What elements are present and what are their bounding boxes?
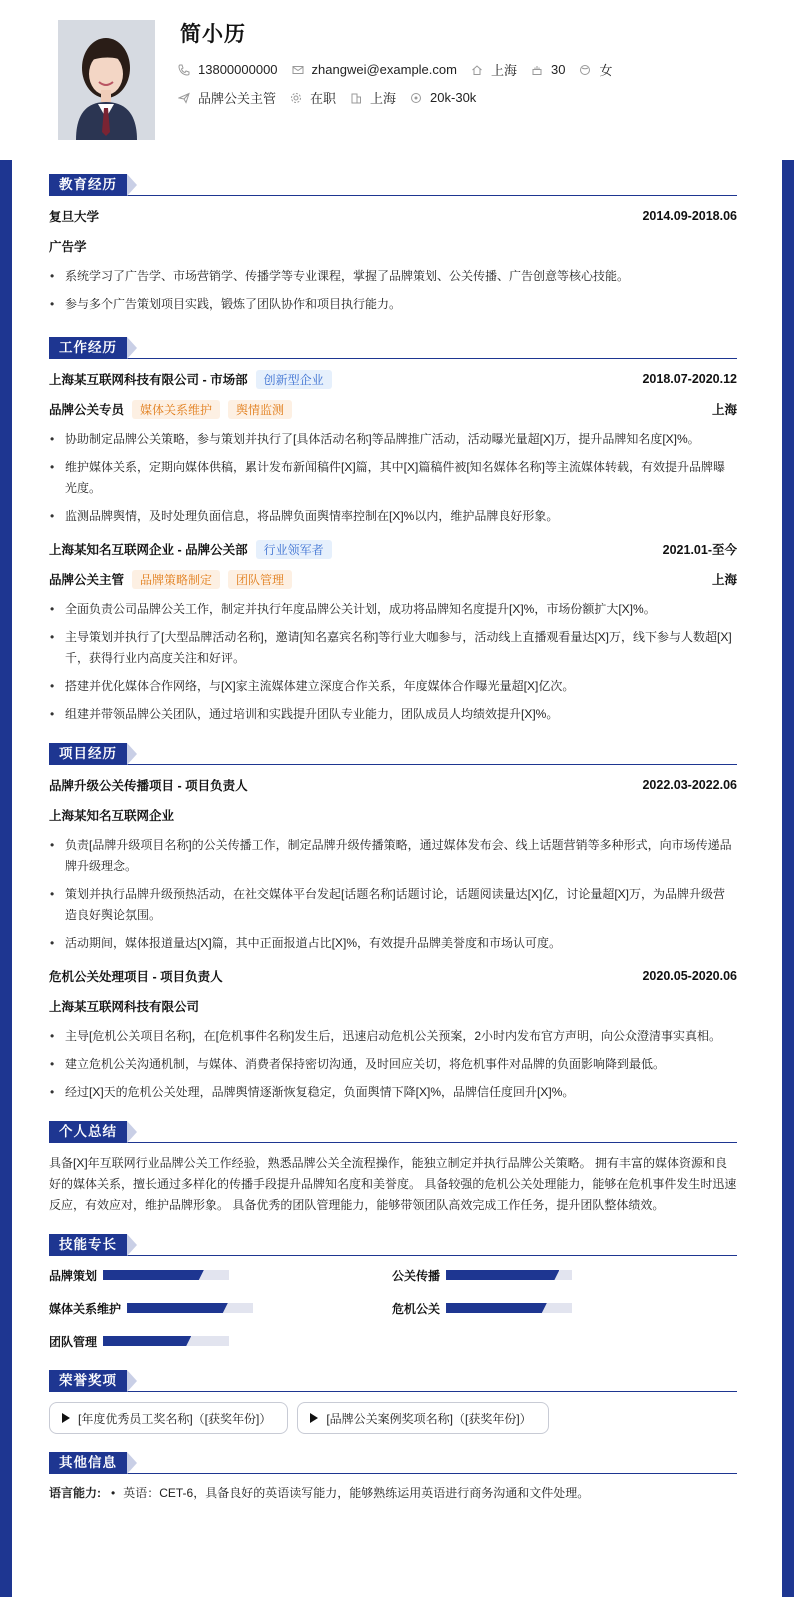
- skill-item: [392, 1299, 737, 1317]
- list-item: • 搭建并优化媒体合作网络，与[X]家主流媒体建立深度合作关系，年度媒体合作曝光量超[X]亿次。: [49, 676, 737, 697]
- project-bullets: [49, 835, 737, 954]
- education-entry: [49, 206, 737, 315]
- triangle-right-icon: [62, 1413, 70, 1423]
- skill-label: 媒体关系维护: [49, 1301, 122, 1316]
- work-entry: [49, 369, 737, 527]
- list-item: • 经过[X]天的危机公关处理，品牌舆情逐渐恢复稳定，负面舆情下降[X]%，品牌信任度回升[X]%。: [49, 1082, 737, 1103]
- skill-bar-fill: [446, 1303, 547, 1313]
- list-item: • 维护媒体关系，定期向媒体供稿，累计发布新闻稿件[X]篇，其中[X]篇稿件被[知名媒体名称]等主流媒体转载，有效提升品牌曝光度。: [49, 457, 737, 499]
- gender-item: [579, 60, 612, 79]
- work-role-row: [49, 399, 737, 419]
- target-city-text: 上海: [370, 91, 397, 106]
- list-item: • 组建并带领品牌公关团队，通过培训和实践提升团队专业能力，团队成员人均绩效提升[X]%。: [49, 704, 737, 725]
- age-item: [531, 62, 565, 77]
- project-title: 品牌升级公关传播项目 - 项目负责人: [49, 779, 248, 793]
- location-text: 上海: [490, 63, 517, 78]
- awards-list: [49, 1402, 737, 1434]
- send-icon: [178, 92, 190, 104]
- list-item: • 负责[品牌升级项目名称]的公关传播工作，制定品牌升级传播策略，通过媒体发布会、线上话题营销等多种形式，向市场传递品牌升级理念。: [49, 835, 737, 877]
- building-icon: [350, 92, 362, 104]
- section-projects: [49, 743, 737, 765]
- role-name: 品牌公关主管: [49, 573, 125, 587]
- home-icon: [471, 64, 483, 76]
- work-bullets: [49, 429, 737, 527]
- work-role-wrap: [49, 400, 292, 419]
- work-period: 2021.01-至今: [662, 543, 737, 557]
- major-name: 广告学: [49, 240, 87, 254]
- role-tag: 媒体关系维护: [132, 400, 220, 419]
- section-other: [49, 1452, 737, 1474]
- skill-bar: [446, 1303, 572, 1313]
- section-skills-title: 技能专长: [49, 1234, 127, 1256]
- project-org: 上海某知名互联网企业: [49, 809, 175, 823]
- education-header: [49, 206, 737, 226]
- skill-label: 公关传播: [392, 1268, 441, 1283]
- skill-label: 品牌策划: [49, 1268, 98, 1283]
- list-item: • 主导策划并执行了[大型品牌活动名称]，邀请[知名嘉宾名称]等行业大咖参与，活动线上直播观看量达[X]万，线下参与人数超[X]千，获得行业内高度关注和好评。: [49, 627, 737, 669]
- skill-bar: [446, 1270, 572, 1280]
- skills-grid: [49, 1266, 737, 1350]
- email-text: zhangwei@example.com: [311, 62, 457, 77]
- role-tag: 品牌策略制定: [132, 570, 220, 589]
- section-other-title: 其他信息: [49, 1452, 127, 1474]
- skill-bar-fill: [127, 1303, 228, 1313]
- resume-body: [12, 160, 782, 1597]
- skill-item: [392, 1266, 737, 1284]
- award-text: [年度优秀员工奖名称]（[获奖年份]）: [78, 1411, 272, 1426]
- role-name: 品牌公关专员: [49, 403, 125, 417]
- work-header: [49, 539, 737, 559]
- coin-icon: [410, 92, 422, 104]
- section-work: [49, 337, 737, 359]
- skill-bar-fill: [103, 1270, 204, 1280]
- target-city-item: [350, 88, 396, 107]
- job-intent-row: [178, 88, 490, 107]
- job-title-text: 品牌公关主管: [198, 91, 277, 106]
- company-name: 上海某互联网科技有限公司 - 市场部: [49, 373, 248, 387]
- skill-bar-fill: [103, 1336, 191, 1346]
- skill-label: 危机公关: [392, 1301, 441, 1316]
- section-summary: [49, 1121, 737, 1143]
- list-item: • 全面负责公司品牌公关工作，制定并执行年度品牌公关计划，成功将品牌知名度提升[X]%，市场份额扩大[X]%。: [49, 599, 737, 620]
- work-period: 2018.07-2020.12: [642, 372, 737, 386]
- work-city: 上海: [711, 403, 737, 417]
- section-education-title: 教育经历: [49, 174, 127, 196]
- section-work-title: 工作经历: [49, 337, 127, 359]
- project-header: [49, 775, 737, 795]
- contact-row: [178, 60, 626, 79]
- award-item: [49, 1402, 288, 1434]
- skill-item: [49, 1299, 392, 1317]
- other-info-row: [49, 1484, 737, 1501]
- section-projects-title: 项目经历: [49, 743, 127, 765]
- project-period: 2020.05-2020.06: [642, 969, 737, 983]
- project-org: 上海某互联网科技有限公司: [49, 1000, 200, 1014]
- education-bullets: [49, 266, 737, 315]
- list-item: • 监测品牌舆情，及时处理负面信息，将品牌负面舆情率控制在[X]%以内，维护品牌良好形象。: [49, 506, 737, 527]
- list-item: • 建立危机公关沟通机制，与媒体、消费者保持密切沟通，及时回应关切，将危机事件对品牌的负面影响降到最低。: [49, 1054, 737, 1075]
- company-tag: 创新型企业: [256, 370, 332, 389]
- status-text: 在职: [310, 91, 337, 106]
- resume-header: [0, 0, 794, 160]
- gender-text: 女: [599, 63, 613, 78]
- list-item: • 协助制定品牌公关策略，参与策划并执行了[具体活动名称]等品牌推广活动，活动曝光量超[X]万，提升品牌知名度[X]%。: [49, 429, 737, 450]
- language-value: 英语：CET-6，具备良好的英语读写能力，能够熟练运用英语进行商务沟通和文件处理。: [123, 1486, 590, 1500]
- skill-label: 团队管理: [49, 1334, 98, 1349]
- role-tag: 舆情监测: [228, 400, 292, 419]
- company-name: 上海某知名互联网企业 - 品牌公关部: [49, 543, 248, 557]
- skill-bar: [103, 1270, 229, 1280]
- skill-bar-fill: [446, 1270, 559, 1280]
- project-period: 2022.03-2022.06: [642, 778, 737, 792]
- triangle-right-icon: [310, 1413, 318, 1423]
- school-name: 复旦大学: [49, 210, 100, 224]
- award-text: [品牌公关案例奖项名称]（[获奖年份]）: [326, 1411, 532, 1426]
- work-role-wrap: [49, 570, 292, 589]
- work-city: 上海: [711, 573, 737, 587]
- project-bullets: [49, 1026, 737, 1103]
- project-entry: [49, 966, 737, 1103]
- language-label: 语言能力:: [49, 1486, 101, 1500]
- avatar-photo: [58, 20, 155, 140]
- section-awards-title: 荣誉奖项: [49, 1370, 127, 1392]
- project-entry: [49, 775, 737, 954]
- list-item: • 系统学习了广告学、市场营销学、传播学等专业课程，掌握了品牌策划、公关传播、广告创意等核心技能。: [49, 266, 737, 287]
- location-item: [471, 60, 517, 79]
- bullet-dot: •: [111, 1485, 116, 1500]
- work-header: [49, 369, 737, 389]
- skill-item: [49, 1266, 392, 1284]
- project-title: 危机公关处理项目 - 项目负责人: [49, 970, 223, 984]
- summary-text: 具备[X]年互联网行业品牌公关工作经验，熟悉品牌公关全流程操作，能独立制定并执行品牌公关策略。 拥有丰富的媒体资源和良好的媒体关系，擅长通过多样化的传播手段提升品牌知名度和美誉度。 具备较强的危机公关处理能力，能够在危机事件发生时迅速反应，有效应对，维护品牌形象。 具备优秀的团队管理能力，能够带领团队高效完成工作任务，提升团队整体绩效。: [49, 1156, 737, 1212]
- phone-icon: [178, 64, 190, 76]
- section-awards: [49, 1370, 737, 1392]
- list-item: • 活动期间，媒体报道量达[X]篇，其中正面报道占比[X]%，有效提升品牌美誉度和市场认可度。: [49, 933, 737, 954]
- list-item: • 主导[危机公关项目名称]，在[危机事件名称]发生后，迅速启动危机公关预案，2小时内发布官方声明，向公众澄清事实真相。: [49, 1026, 737, 1047]
- gear-icon: [290, 92, 302, 104]
- job-title-item: [178, 88, 276, 107]
- section-skills: [49, 1234, 737, 1256]
- role-tag: 团队管理: [228, 570, 292, 589]
- cake-icon: [531, 64, 543, 76]
- phone-text: 13800000000: [198, 62, 278, 77]
- company-tag: 行业领军者: [256, 540, 332, 559]
- salary-item: [410, 90, 476, 105]
- email-item: [292, 62, 457, 77]
- salary-text: 20k-30k: [430, 90, 477, 105]
- project-header: [49, 966, 737, 986]
- education-period: 2014.09-2018.06: [642, 209, 737, 223]
- status-item: [290, 88, 336, 107]
- list-item: • 参与多个广告策划项目实践，锻炼了团队协作和项目执行能力。: [49, 294, 737, 315]
- candidate-name: 简小历: [180, 23, 246, 46]
- skill-item: [49, 1332, 392, 1350]
- project-org-row: [49, 996, 737, 1016]
- work-company-wrap: [49, 370, 332, 389]
- skill-bar: [103, 1336, 229, 1346]
- work-bullets: [49, 599, 737, 725]
- gender-icon: [579, 64, 591, 76]
- section-summary-title: 个人总结: [49, 1121, 127, 1143]
- award-item: [297, 1402, 548, 1434]
- project-org-row: [49, 805, 737, 825]
- education-major-row: [49, 236, 737, 256]
- mail-icon: [292, 64, 304, 76]
- list-item: • 策划并执行品牌升级预热活动，在社交媒体平台发起[话题名称]话题讨论，话题阅读量达[X]亿，讨论量超[X]万，为品牌升级营造良好舆论氛围。: [49, 884, 737, 926]
- work-entry: [49, 539, 737, 725]
- skill-bar: [127, 1303, 253, 1313]
- work-company-wrap: [49, 540, 332, 559]
- section-education: [49, 174, 737, 196]
- age-text: 30: [550, 62, 566, 77]
- phone-item: [178, 62, 278, 77]
- work-role-row: [49, 569, 737, 589]
